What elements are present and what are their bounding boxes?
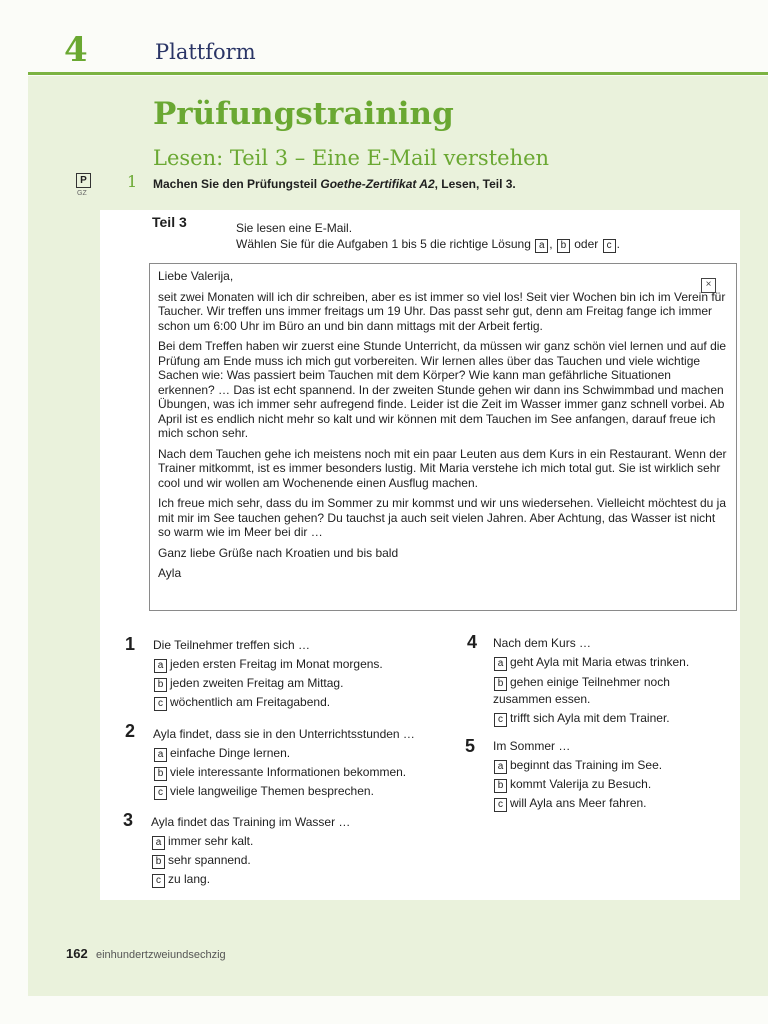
- task-text-italic: Goethe-Zertifikat A2: [320, 177, 435, 191]
- option-b-box: b: [557, 239, 570, 253]
- answer-option[interactable]: [153, 763, 443, 782]
- email-signature: Ayla: [158, 566, 182, 580]
- question-3: [151, 813, 431, 889]
- answer-option[interactable]: [493, 672, 728, 709]
- gz-label: GZ: [77, 190, 87, 197]
- instruction-or: oder: [574, 237, 599, 251]
- close-icon[interactable]: ×: [701, 278, 716, 293]
- option-text: viele langweilige Themen besprechen.: [170, 784, 374, 798]
- email-greeting: Liebe Valerija,: [158, 269, 234, 283]
- instruction-line-2-text: Wählen Sie für die Aufgaben 1 bis 5 die richtige Lösung: [236, 237, 531, 251]
- option-text: viele interessante Informationen bekommen.: [170, 765, 407, 779]
- option-letter: c: [494, 713, 507, 727]
- question-stem: Ayla findet, dass sie in den Unterrichtsstunden …: [153, 727, 415, 741]
- chapter-title: Plattform: [155, 40, 256, 64]
- instruction-line-1: Sie lesen eine E-Mail.: [236, 221, 353, 235]
- option-text: geht Ayla mit Maria etwas trinken.: [510, 655, 690, 669]
- option-text: gehen einige Teilnehmer noch zusammen essen.: [493, 675, 670, 706]
- question-number: 5: [465, 736, 476, 756]
- answer-option[interactable]: [153, 744, 443, 763]
- option-text: trifft sich Ayla mit dem Trainer.: [510, 711, 670, 725]
- option-text: jeden ersten Freitag im Monat morgens.: [170, 657, 383, 671]
- option-text: jeden zweiten Freitag am Mittag.: [170, 676, 344, 690]
- option-text: zu lang.: [168, 872, 211, 886]
- option-letter: b: [152, 855, 165, 869]
- option-letter: c: [154, 786, 167, 800]
- instruction-sep: ,: [549, 237, 553, 251]
- question-1: [153, 636, 433, 712]
- question-number: 3: [123, 810, 134, 830]
- question-stem: Ayla findet das Training im Wasser …: [151, 815, 351, 829]
- answer-option[interactable]: [153, 782, 443, 801]
- question-2: [153, 725, 443, 801]
- question-stem: Nach dem Kurs …: [493, 636, 592, 650]
- question-number: 1: [125, 634, 136, 654]
- question-number: 2: [125, 721, 136, 741]
- page-number-words: einhundertzweiundsechzig: [96, 949, 226, 961]
- answer-option[interactable]: [153, 674, 433, 693]
- teil-label: Teil 3: [152, 214, 187, 230]
- answer-option[interactable]: [493, 756, 728, 775]
- option-text: einfache Dinge lernen.: [170, 746, 291, 760]
- email-paragraph: Bei dem Treffen haben wir zuerst eine Stunde Unterricht, da müssen wir ganz schön viel lernen und auf die Prüfung am Ende muss ich mich gut vorbereiten. Wir lernen alles über das Tauchen und viele wichtige Sachen wie: Was passiert beim Tauchen mit dem Körper? Wie kann man gefährliche Situationen erkennen? … Das ist echt spannend. In der zweiten Stunde gehen wir dann ins Schwimmbad und machen Übungen, was ich immer sehr aufregend finde. Leider ist die Zeit im Wasser immer ganz schnell vorbei. Ab April ist es endlich nicht mehr so kalt und wir können mit dem Tauchen im See anfangen, darauf freue ich mich schon sehr.: [158, 339, 727, 440]
- option-a-box: a: [535, 239, 548, 253]
- option-text: kommt Valerija zu Besuch.: [510, 777, 652, 791]
- option-letter: a: [494, 657, 507, 671]
- page-title: Prüfungstraining: [153, 96, 454, 132]
- email-paragraph: Ich freue mich sehr, dass du im Sommer zu mir kommst und wir uns wiedersehen. Vielleicht möchtest du ja mit mir im See tauchen gehen? Du tauchst ja auch seit vielen Jahren. Aber Achtung, das Wasser ist nicht so warm wie im Meer bei dir …: [158, 496, 727, 539]
- email-paragraph: Nach dem Tauchen gehe ich meistens noch mit ein paar Leuten aus dem Kurs in ein Restaurant. Wenn der Trainer mitkommt, ist es immer besonders lustig. Mit Maria verstehe ich mich total gut. Sie ist wirklich sehr cool und wir wollen am Wochenende einen Ausflug machen.: [158, 446, 727, 490]
- answer-option[interactable]: [493, 794, 728, 813]
- option-letter: c: [152, 874, 165, 888]
- question-4: [493, 634, 728, 728]
- email-paragraph: seit zwei Monaten will ich dir schreiben, aber es ist immer so viel los! Seit vier Wochen bin ich im Verein für Taucher. Wir treffen uns immer freitags um 19 Uhr. Das passt sehr gut, denn am Freitag fange ich immer schon um 6:00 Uhr im Büro an und bin dann mittags mit der Arbeit fertig.: [158, 289, 726, 333]
- option-letter: b: [494, 677, 507, 691]
- option-c-box: c: [603, 239, 616, 253]
- page-subtitle: Lesen: Teil 3 – Eine E-Mail verstehen: [153, 146, 550, 170]
- option-text: beginnt das Training im See.: [510, 758, 663, 772]
- answer-option[interactable]: [151, 851, 431, 870]
- answer-option[interactable]: [493, 709, 728, 728]
- answer-option[interactable]: [493, 653, 728, 672]
- task-number: 1: [127, 172, 138, 191]
- question-number: 4: [467, 632, 478, 652]
- answer-option[interactable]: [153, 655, 433, 674]
- question-stem: Im Sommer …: [493, 739, 571, 753]
- option-letter: c: [494, 798, 507, 812]
- chapter-number: 4: [64, 30, 88, 70]
- answer-option[interactable]: [153, 693, 433, 712]
- header-divider: [28, 72, 768, 75]
- answer-option[interactable]: [151, 832, 431, 851]
- option-letter: a: [494, 760, 507, 774]
- question-5: [493, 737, 728, 813]
- option-text: sehr spannend.: [168, 853, 251, 867]
- option-text: will Ayla ans Meer fahren.: [510, 796, 647, 810]
- option-letter: c: [154, 697, 167, 711]
- task-text-after: , Lesen, Teil 3.: [434, 177, 516, 191]
- option-letter: b: [154, 767, 167, 781]
- email-closing: Ganz liebe Grüße nach Kroatien und bis bald: [158, 545, 399, 560]
- option-letter: b: [154, 678, 167, 692]
- option-text: wöchentlich am Freitagabend.: [170, 695, 331, 709]
- teil-instructions: [236, 220, 620, 253]
- task-instruction: [153, 177, 516, 191]
- page-number: 162: [66, 946, 88, 961]
- email-window: [149, 263, 737, 611]
- option-letter: b: [494, 779, 507, 793]
- option-letter: a: [154, 748, 167, 762]
- task-text-before: Machen Sie den Prüfungsteil: [153, 177, 321, 191]
- pruefung-marker-icon: P: [76, 173, 91, 188]
- answer-option[interactable]: [493, 775, 728, 794]
- instruction-line-2: [236, 236, 620, 253]
- option-letter: a: [154, 659, 167, 673]
- answer-option[interactable]: [151, 870, 431, 889]
- option-letter: a: [152, 836, 165, 850]
- instruction-end: .: [616, 237, 620, 251]
- question-stem: Die Teilnehmer treffen sich …: [153, 638, 310, 652]
- option-text: immer sehr kalt.: [168, 834, 254, 848]
